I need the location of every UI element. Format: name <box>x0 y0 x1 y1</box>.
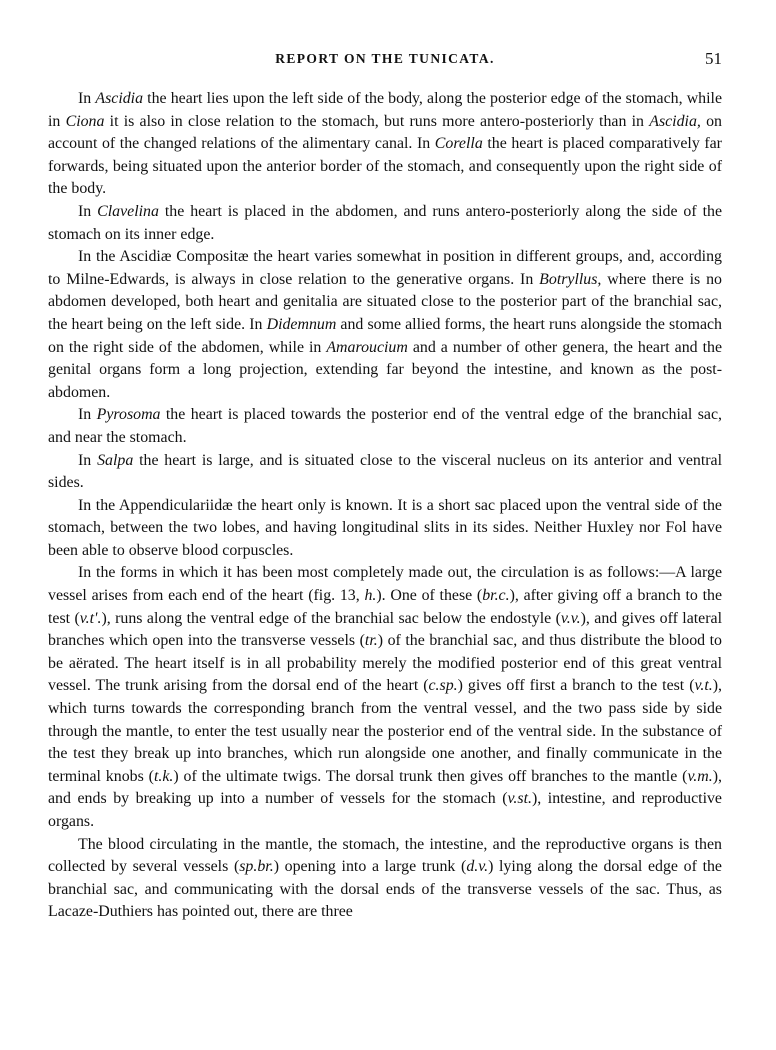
text-run: In <box>78 406 97 424</box>
italic-text: d.v. <box>466 858 489 876</box>
text-run: ), intestine, and reproductive organs. <box>48 790 722 830</box>
text-run: ) gives off first a branch to the test ( <box>457 677 695 695</box>
text-run: In <box>78 90 96 107</box>
page-number: 51 <box>705 49 722 68</box>
paragraph <box>48 495 722 563</box>
text-run: The blood circulating in the mantle, the stomach, the intestine, and the reproductive organs is then collected by several vessels ( <box>48 835 722 876</box>
text-run: ), after giving off a branch to the test ( <box>48 587 722 627</box>
italic-text: Clavelina <box>97 202 159 220</box>
italic-text: Ascidia, <box>649 112 701 130</box>
italic-text: t.k. <box>153 767 174 785</box>
italic-text: Amaroucium <box>326 338 408 356</box>
text-run: ) of the ultimate twigs. The dorsal trunk then gives off branches to the mantle ( <box>173 767 688 785</box>
text-run: the heart is large, and is situated close to the visceral nucleus on its anterior and ventral sides. <box>48 451 723 492</box>
text-run: In the Appendiculariidæ the heart only is known. It is a short sac placed upon the ventral side of the stomach, between the two lobes, and having longitudinal slits in its sides. Neither Huxley nor Fol have been able to observe blood corpuscles. <box>48 496 722 559</box>
paragraph <box>48 562 722 833</box>
text-run: ). One of these ( <box>376 587 483 605</box>
running-header <box>48 49 722 73</box>
italic-text: Ascidia <box>95 90 144 107</box>
italic-text: Pyrosoma <box>96 406 161 424</box>
text-run: where there is no abdomen developed, both heart and genitalia are situated close to the posterior part of the branchial sac, the heart being on the left side. In <box>48 270 722 333</box>
text-run: the heart is placed in the abdomen, and runs antero-posteriorly along the side of the stomach on its inner edge. <box>48 202 722 243</box>
italic-text: v.m. <box>687 767 713 785</box>
text-run: In <box>78 202 98 220</box>
italic-text: sp.br. <box>239 858 274 876</box>
italic-text: v.st. <box>507 790 532 808</box>
italic-text: Corella <box>434 135 483 153</box>
text-run: and some allied forms, the heart runs alongside the stomach on the right side of the abdomen, while in <box>48 315 722 356</box>
italic-text: Ciona <box>65 112 105 130</box>
paragraph <box>48 88 722 201</box>
text-run: on account of the changed relations of the alimentary canal. In <box>48 112 722 153</box>
italic-text: Didemnum <box>266 315 337 333</box>
text-run: and a number of other genera, the heart and the genital organs form a long projection, extending far beyond the intestine, and known as the post-abdomen. <box>48 338 723 401</box>
paragraph <box>48 246 722 404</box>
italic-text: c.sp. <box>428 677 458 695</box>
text-run: the heart is placed towards the posterior end of the ventral edge of the branchial sac, and near the stomach. <box>48 406 722 446</box>
text-run: ), and gives off lateral branches which open into the transverse vessels ( <box>48 609 722 650</box>
italic-text: tr. <box>364 632 378 650</box>
italic-text: v.v. <box>560 609 581 627</box>
italic-text: h. <box>364 587 377 605</box>
italic-text: Salpa <box>97 451 134 469</box>
text-run: In the Ascidiæ Compositæ the heart varies somewhat in position in different groups, and, according to Milne-Edwards, is always in close relation to the generative organs. In <box>48 248 722 288</box>
text-run: ) opening into a large trunk ( <box>273 858 467 876</box>
paragraph <box>48 404 722 449</box>
italic-text: Botryllus, <box>539 270 602 288</box>
text-run: ) lying along the dorsal edge of the branchial sac, and communicating with the dorsal ends of the transverse vessels of the sac. Thus, as Lacaze-Duthiers has pointed out, there are three <box>48 858 722 921</box>
italic-text: v.t. <box>694 677 713 695</box>
text-run: ), and ends by breaking up into a number of vessels for the stomach ( <box>48 767 722 808</box>
text-run: the heart is placed comparatively far forwards, being situated upon the anterior border of the stomach, and consequently upon the right side of the body. <box>48 135 722 198</box>
paragraph <box>48 450 722 495</box>
text-run: ), runs along the ventral edge of the branchial sac below the endostyle ( <box>101 609 561 627</box>
paragraph <box>48 834 722 924</box>
italic-text: br.c. <box>482 587 510 605</box>
paragraph <box>48 201 722 246</box>
text-run: ) of the branchial sac, and thus distribute the blood to be aërated. The heart itself is in all probability merely the modified posterior end of this great ventral vessel. The trunk arising from the dorsal end of the heart ( <box>48 632 722 695</box>
text-run: ), which turns towards the corresponding branch from the ventral vessel, and the two pass side by side through the mantle, to enter the test usually near the posterior end of the ventral side. In the substance of the test they break up into branches, which run alongside one another, and finally communicate in the terminal knobs ( <box>48 677 722 785</box>
body-text <box>48 88 722 924</box>
text-run: In the forms in which it has been most completely made out, the circulation is as follows:—A large vessel arises from each end of the heart (fig. 13, <box>48 564 722 605</box>
text-run: In <box>78 451 98 469</box>
text-run: the heart lies upon the left side of the body, along the posterior edge of the stomach, while in <box>48 90 722 130</box>
text-run: it is also in close relation to the stomach, but runs more antero-posteriorly than in <box>104 112 650 130</box>
italic-text: v.t'. <box>79 609 102 627</box>
running-title: REPORT ON THE TUNICATA. <box>275 51 495 66</box>
